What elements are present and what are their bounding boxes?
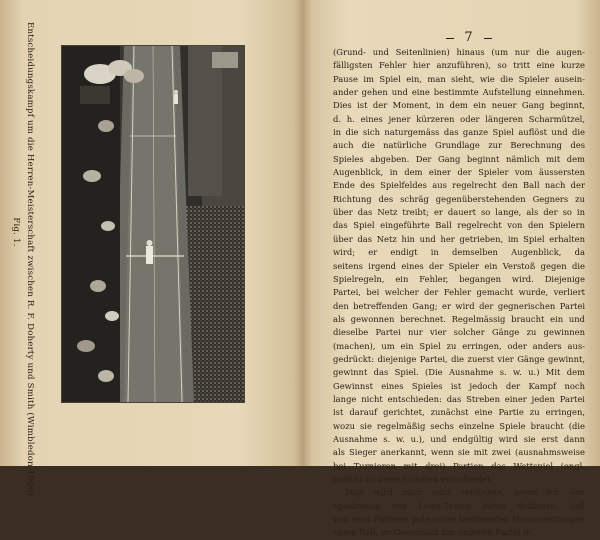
figure-caption: [6, 22, 40, 499]
figure-label: Fig. 1.: [11, 217, 21, 247]
text-line: d. h. eines jener kürzeren oder längeren Scharmützel,: [333, 113, 585, 124]
text-line: über das Netz treibt; er dauert so lange, als der so in: [333, 207, 585, 218]
text-line: als Sieger anerkannt, wenn sie mit zwei (ausnahmsweise: [333, 447, 585, 458]
text-line: Man wird mich jetzt verstehen, wenn ich den: [345, 487, 585, 498]
text-line: in die sich naturgemäss das ganze Spiel auflöst und die: [333, 127, 585, 138]
text-line: ander gehen und eine bestimmte Aufstellung einnehmen.: [333, 87, 585, 98]
tennis-match-photo: [62, 46, 244, 402]
text-line: fälligsten Fehler hier anzuführen), so tritt eine kurze: [333, 60, 585, 71]
caption-text: [10, 22, 36, 499]
text-line: Gewinnst eines Spieles ist jedoch der Kampf noch: [333, 380, 585, 391]
text-line: bei Turnieren mit drei) Partien das Wettspiel (engl.: [333, 460, 585, 471]
page-number: 7: [454, 30, 484, 45]
text-line: Ende des Spielfeldes aus regelrecht den Ball nach der: [333, 180, 585, 191]
text-line: den betreffenden Gang; er wird der gegnerischen Partei: [333, 300, 585, 311]
left-page: [0, 0, 300, 499]
text-line: gewinnt das Spiel. (Die Ausnahme s. w. u.) Mit dem: [333, 367, 585, 378]
text-line: match) zu ihren Gunsten entscheidet.: [333, 474, 494, 484]
caption-line: Entscheidungskampf um die Herren-Meisterschaft zwischen R. F. Doherty und Smith (Wimbledon 1906).: [25, 22, 35, 499]
text-line: von zwei Parteien jede unter bestimmten Voraussetzungen: [333, 514, 585, 525]
text-line: Augenblick, in dem einer der Spieler vom äussersten: [333, 167, 585, 178]
text-line: ist darauf gerichtet, zunächst eine Partie zu erringen,: [333, 407, 585, 418]
body-text: [333, 46, 585, 540]
text-line: einen Ball, im Gegensatz zur anderen Partei in: [333, 527, 532, 538]
text-line: Partei, bei welcher der Fehler gemacht wurde, verliert: [333, 287, 585, 298]
text-line: wozu sie regelmäßig sechs einzelne Spiele braucht (die: [333, 420, 585, 431]
text-line: Spielzweck von Lawn-Tennis dahin definiere, daß: [333, 500, 585, 511]
text-line: seitens irgend eines der Spieler ein Verstoß gegen die: [333, 260, 585, 271]
text-line: Dies ist der Moment, in dem ein neuer Gang beginnt,: [333, 100, 585, 111]
text-line: als gewonnen berechnet. Regelmässig braucht ein und: [333, 313, 585, 324]
text-line: über das Netz hin und her getrieben, im Spiel erhalten: [333, 233, 585, 244]
text-line: das Spiel eingeführte Ball regelrecht von den Spielern: [333, 220, 585, 231]
text-line: Richtung des schräg gegenüberstehenden Gegners zu: [333, 193, 585, 204]
text-line: Pause im Spiel ein, man sieht, wie die Spieler ausein-: [333, 73, 585, 84]
text-line: auch die natürliche Grundlage zur Berechnung des: [333, 140, 585, 151]
text-line: Ausnahme s. w. u.), und endgültig wird sie erst dann: [333, 433, 585, 444]
text-line: Spieles abgeben. Der Gang beginnt nämlich mit dem: [333, 153, 585, 164]
photo-illustration: [62, 46, 244, 402]
text-line: lange nicht entschieden: das Streben einer jeden Partei: [333, 393, 585, 404]
text-line: dieselbe Partei nur vier solcher Gänge zu gewinnen: [333, 327, 585, 338]
text-line: (machen), um ein Spiel zu erringen, oder anders aus-: [333, 340, 585, 351]
text-line: (Grund- und Seitenlinien) hinaus (um nur die augen-: [333, 47, 585, 57]
text-line: wird; er endigt in demselben Augenblick, da: [333, 247, 585, 258]
text-line: gedrückt: diejenige Partei, die zuerst vier Gänge gewinnt,: [333, 353, 585, 364]
text-line: Spielregeln, ein Fehler, begangen wird. Diejenige: [333, 273, 585, 284]
